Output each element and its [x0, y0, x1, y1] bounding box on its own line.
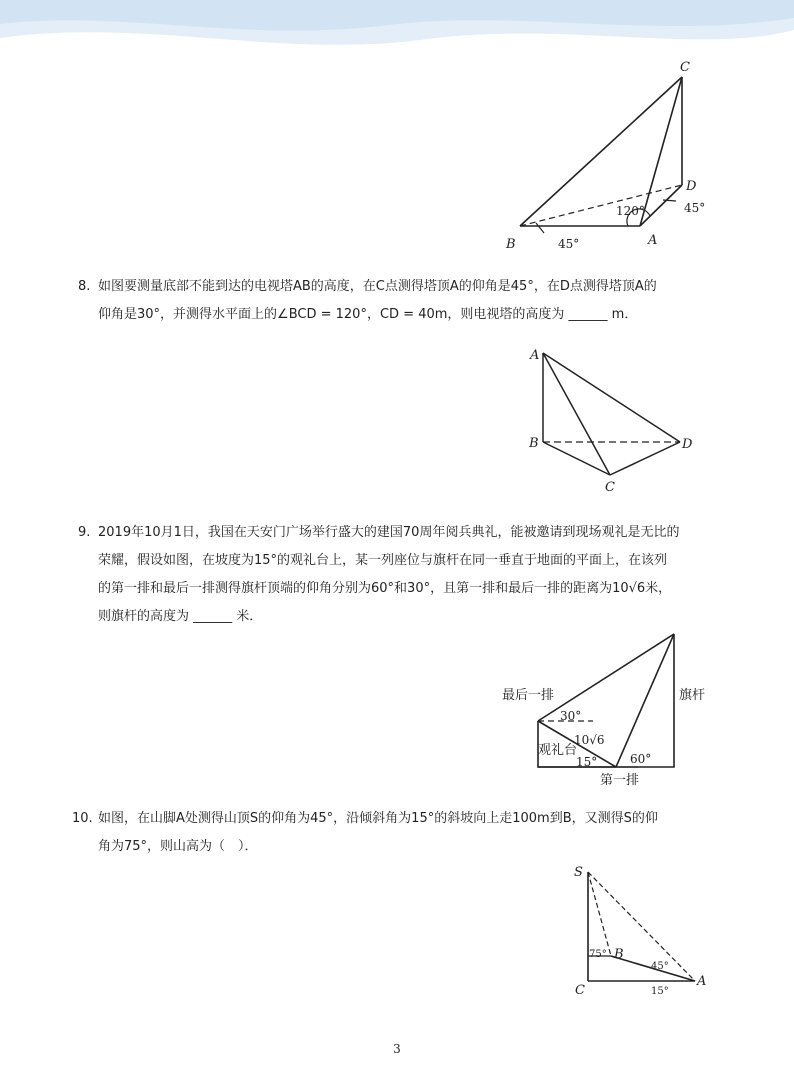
question-10 — [72, 805, 718, 861]
angle-120: 120° — [616, 204, 645, 218]
question-number: 10. — [72, 811, 93, 826]
question-line: 则旗杆的高度为 ______ 米． — [98, 609, 263, 624]
header-wave-banner — [0, 0, 794, 60]
label-b: B — [506, 237, 516, 252]
question-text — [98, 805, 718, 861]
question-line: 角为75°，则山高为（ ）． — [98, 839, 258, 854]
question-line: 如图要测量底部不能到达的电视塔AB的高度，在C点测得塔顶A的仰角是45°，在D点测得塔顶A的 — [98, 279, 657, 294]
question-line: 如图，在山脚A处测得山顶S的仰角为45°，沿倾斜角为15°的斜坡向上走100m到B，又测得S的仰 — [98, 811, 658, 826]
angle-45: 45° — [651, 961, 669, 972]
question-line: 荣耀，假设如图，在坡度为15°的观礼台上，某一列座位与旗杆在同一垂直于地面的平面上，在该列 — [98, 553, 668, 568]
label-d: D — [682, 437, 693, 452]
label-c: C — [575, 983, 585, 998]
label-b: B — [529, 436, 539, 451]
figure-q7 — [500, 55, 730, 260]
question-line: 仰角是30°，并测得水平面上的∠BCD = 120°，CD = 40m，则电视塔的高度为 ______ m． — [98, 307, 638, 322]
angle-15: 15° — [651, 986, 669, 997]
angle-60: 60° — [630, 752, 652, 766]
label-last-row: 最后一排 — [502, 688, 555, 703]
figure-q10 — [565, 858, 715, 1000]
question-number: 8. — [78, 279, 91, 294]
question-8 — [78, 273, 718, 329]
label-s: S — [574, 865, 583, 880]
label-d: D — [686, 179, 697, 194]
label-a: A — [530, 348, 540, 363]
label-a: A — [648, 233, 658, 248]
question-line: 2019年10月1日，我国在天安门广场举行盛大的建国70周年阅兵典礼，能被邀请到现场观礼是无比的 — [98, 525, 680, 540]
angle-15: 15° — [576, 755, 598, 769]
question-line: 的第一排和最后一排测得旗杆顶端的仰角分别为60°和30°，且第一排和最后一排的距离为10√6米， — [98, 581, 672, 596]
question-9 — [78, 519, 718, 631]
question-text — [98, 519, 718, 631]
figure-q9 — [498, 628, 718, 788]
page-number: 3 — [393, 1042, 401, 1056]
angle-45-right: 45° — [684, 201, 706, 215]
label-b: B — [614, 947, 624, 962]
distance-label: 10√6 — [574, 733, 605, 747]
question-text — [98, 273, 718, 329]
label-c: C — [605, 480, 615, 495]
angle-30: 30° — [560, 709, 582, 723]
angle-45-bottom: 45° — [558, 237, 580, 251]
label-c: C — [680, 60, 690, 75]
question-number: 9. — [78, 525, 91, 540]
label-flagpole: 旗杆 — [679, 688, 706, 703]
label-stand: 观礼台 — [538, 743, 578, 758]
label-first-row: 第一排 — [600, 773, 640, 788]
label-a: A — [697, 974, 707, 989]
figure-q8 — [525, 345, 705, 495]
angle-75: 75° — [589, 949, 607, 960]
